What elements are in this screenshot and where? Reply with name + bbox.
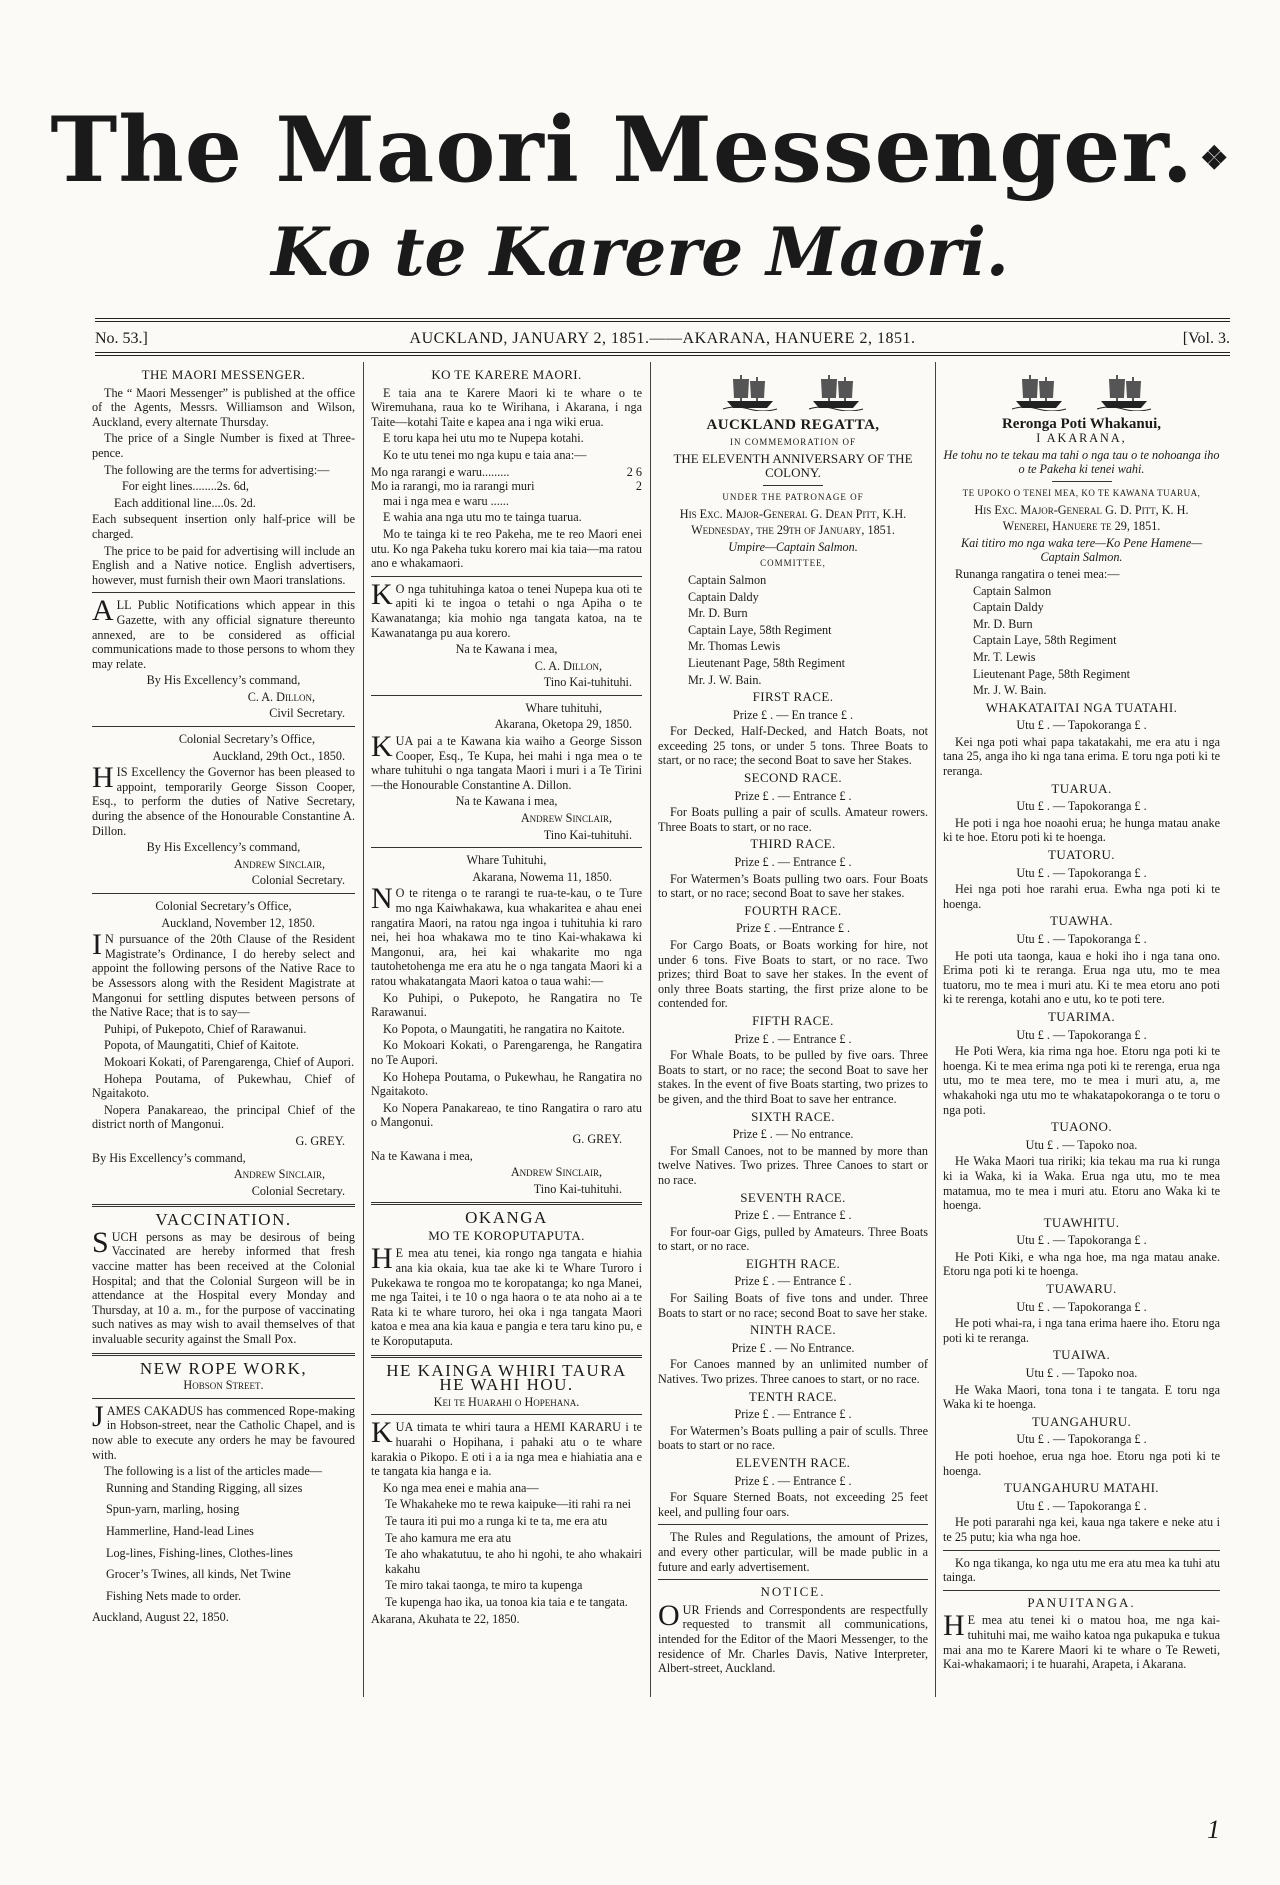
notice-text: E taia ana te Karere Maori ki te whare o te Wiremuhana, raua ko te Wirihana, i Akarana, i nga Taite—kotahi Taite e kapea ana i nga wiki erua. xyxy=(371,385,642,429)
advert-text: JAMES CAKADUS has commenced Rope-making in Hobson-street, near the Catholic Chapel, and is now able to execute any orders he may be favoured with. xyxy=(92,1399,355,1462)
race-heading: TUARUA. xyxy=(1051,780,1112,796)
page-mark: 1 xyxy=(1207,1815,1220,1844)
article-list xyxy=(371,1497,642,1609)
advert-text: The following is a list of the articles made— xyxy=(104,1464,322,1479)
race-text: For Watermen’s Boats pulling two oars. Four Boats to start, or no race; second Boat to save her stakes. xyxy=(658,871,928,901)
race-heading: TUANGAHURU. xyxy=(1031,1413,1132,1429)
committee-list xyxy=(943,584,1220,698)
race-heading: TUAWHITU. xyxy=(1043,1214,1120,1230)
notice-text: The following are the terms for advertising:— xyxy=(104,462,330,477)
notice-text: Each subsequent insertion only half-price will be charged. xyxy=(92,512,355,541)
signature-line: Na te Kawana i mea, xyxy=(371,1148,473,1163)
advert-text: Ko nga mea enei e mahia ana— xyxy=(383,1480,539,1495)
race-heading: TUANGAHURU MATAHI. xyxy=(1004,1480,1159,1496)
regatta-heading: AUCKLAND REGATTA, xyxy=(706,416,880,433)
masthead xyxy=(0,97,1280,291)
signature-name: Andrew Sinclair, xyxy=(233,1167,325,1182)
rate-line: Mo ia rarangi, mo ia rarangi muri 2 xyxy=(371,479,642,494)
race-text: He Waka Maori tua ririki; kia tekau ma rua ki runga ki ia Waka, ki ia Waka. Erua nga utu, mo te mea matamua, mo te mea i muri atu. Etoru ano Waka ki te hoenga. xyxy=(943,1154,1220,1213)
signature-line: Na te Kawana i mea, xyxy=(455,794,558,809)
ship-illustrations xyxy=(658,371,928,415)
notice-text: E wahia ana nga utu mo te tainga tuarua. xyxy=(383,510,582,525)
ship-icon xyxy=(1010,371,1068,415)
notice-text: E toru kapa hei utu mo te Nupepa kotahi. xyxy=(383,431,584,446)
volume-number: [Vol. 3. xyxy=(1182,330,1230,347)
divider xyxy=(371,1202,642,1205)
assessor-item: Ko Popota, o Maungatiti, he rangatira no Kaitote. xyxy=(383,1021,625,1036)
regatta-line: UNDER THE PATRONAGE OF xyxy=(722,491,864,502)
article-list xyxy=(92,1481,355,1604)
race-heading: NINTH RACE. xyxy=(749,1322,836,1338)
race-text: For Cargo Boats, or Boats working for hire, not under 6 tons. Five Boats to start, or no race. Two prizes; third Boat to save her stakes. In the event of only three Boats starting, the first prize alone to be contended for. xyxy=(658,938,928,1011)
signature-role: Civil Secretary. xyxy=(269,706,345,721)
race-heading: FIFTH RACE. xyxy=(752,1012,834,1028)
divider xyxy=(92,1204,355,1207)
list-item: Captain Salmon xyxy=(973,583,1052,598)
column-rule xyxy=(363,362,364,1697)
signature-role: Tino Kai-tuhituhi. xyxy=(543,827,632,842)
notice-heading: THE MAORI MESSENGER. xyxy=(141,367,306,382)
race-prize: Utu £ . — Tapokoranga £ . xyxy=(1016,1027,1147,1042)
divider xyxy=(92,893,355,894)
ship-icon xyxy=(807,371,865,415)
divider xyxy=(92,1398,355,1399)
race-heading: TUAWHA. xyxy=(1050,913,1113,929)
notice-text: ALL Public Notifications which appear in this Gazette, with any official signature thereunto annexed, are to be considered as official communications made to those persons to whom they may relate. xyxy=(92,594,355,671)
race-prize: Utu £ . — Tapokoranga £ . xyxy=(1016,1233,1147,1248)
notice-text: The “ Maori Messenger” is published at the office of the Agents, Messrs. Williamson and Wilson, Auckland, every alternate Thursday. xyxy=(92,385,355,429)
list-item: Fishing Nets made to order. xyxy=(106,1588,242,1603)
race-text: He Poti Wera, kia rima nga hoe. Etoru nga poti ki te hoenga. Ki te mea erima nga poti ki te rerenga, erua nga utu, mo te mea tere, mo te mea i muri atu, a, me whakahoki nga utu mo te whakatapokoranga o te toru o nga poti. xyxy=(943,1044,1220,1117)
signature-line: By His Excellency’s command, xyxy=(92,1150,246,1165)
race-heading: SIXTH RACE. xyxy=(751,1108,835,1124)
section-heading: VACCINATION. xyxy=(155,1210,292,1230)
divider xyxy=(92,1353,355,1356)
office-line: Colonial Secretary’s Office, xyxy=(155,899,292,913)
assessor-item: Ko Mokoari Kokati, o Parengarenga, he Rangatira no Te Aupori. xyxy=(371,1038,642,1067)
race-prize: Prize £ . — En trance £ . xyxy=(732,707,854,722)
issue-date: AUCKLAND, JANUARY 2, 1851.——AKARANA, HANUERE 2, 1851. xyxy=(409,330,916,347)
race-prize: Prize £ . —Entrance £ . xyxy=(735,921,851,936)
race-prize: Prize £ . — No entrance. xyxy=(732,1127,854,1142)
masthead-rule-top xyxy=(95,318,1230,322)
race-heading: TUATORU. xyxy=(1048,847,1115,863)
notice-text: OUR Friends and Correspondents are respectfully requested to transmit all communications, intended for the Editor of the Maori Messenger, to the residence of Mr. Charles Davis, Native Interpreter, Albert-street, Auckland. xyxy=(658,1598,928,1676)
race-text: For Watermen’s Boats pulling a pair of sculls. Three boats to start or no race. xyxy=(658,1423,928,1453)
notice-heading: KO TE KARERE MAORI. xyxy=(431,367,582,382)
advert-date: Auckland, August 22, 1850. xyxy=(92,1610,229,1625)
rate-line: Mo nga rarangi e waru......... 2 6 xyxy=(371,464,642,479)
signature-line: By His Excellency’s command, xyxy=(146,840,301,855)
race-prize: Prize £ . — Entrance £ . xyxy=(734,1031,852,1046)
assessor-item: Popota, of Maungatiti, Chief of Kaitote. xyxy=(104,1038,299,1053)
notice-text: IN pursuance of the 20th Clause of the Resident Magistrate’s Ordinance, I do hereby select and appoint the following persons of the Native Race to be Assessors along with the Resident Magistrate at Mangonui for settling disputes between persons of the Native Race; that is to say— xyxy=(92,928,355,1020)
divider xyxy=(371,695,642,696)
signature-line: By His Excellency’s command, xyxy=(146,673,301,688)
signature-role: Tino Kai-tuhituhi. xyxy=(543,675,632,690)
regatta-heading: Reronga Poti Whakanui, xyxy=(1001,415,1162,432)
assessor-item: Ko Puhipi, o Pukepoto, he Rangatira no Te Rarawanui. xyxy=(371,990,642,1020)
race-heading: EIGHTH RACE. xyxy=(745,1255,841,1271)
list-item: Running and Standing Rigging, all sizes xyxy=(106,1480,303,1495)
assessor-item: Puhipi, of Pukepoto, Chief of Rarawanui. xyxy=(104,1021,307,1036)
masthead-title: The Maori Messenger. ❖ xyxy=(50,97,1230,203)
rate-line: Each additional line....0s. 2d. xyxy=(114,495,256,510)
signature-name: Andrew Sinclair, xyxy=(520,811,612,826)
race-prize: Utu £ . — Tapokoranga £ . xyxy=(1016,718,1147,733)
column-rule xyxy=(650,362,651,1697)
regatta-patron: His Exc. Major-General G. Dean Pitt, K.H. xyxy=(679,506,907,521)
section-subheading: MO TE KOROPUTAPUTA. xyxy=(428,1227,585,1243)
ship-icon xyxy=(721,371,779,415)
section-subheading: Kei te Huarahi o Hopehana. xyxy=(433,1394,580,1409)
assessor-item: Ko Nopera Panakareao, te tino Rangatira o raro atu o Mangonui. xyxy=(371,1100,642,1130)
regatta-place: I AKARANA, xyxy=(1036,431,1127,446)
list-item: Lieutenant Page, 58th Regiment xyxy=(688,655,846,670)
section-subheading: Hobson Street. xyxy=(183,1378,264,1393)
section-heading: HE KAINGA WHIRI TAURA HE WAHI HOU. xyxy=(386,1360,627,1395)
list-item: Captain Laye, 58th Regiment xyxy=(688,622,832,637)
divider xyxy=(658,1524,928,1525)
list-item: Mr. J. W. Bain. xyxy=(973,683,1047,698)
divider xyxy=(763,485,823,486)
race-heading: WHAKATAITAI NGA TUATAHI. xyxy=(985,699,1178,715)
race-heading: TUAONO. xyxy=(1051,1119,1112,1135)
column-3 xyxy=(658,365,928,1678)
office-line: Colonial Secretary’s Office, xyxy=(178,732,315,747)
race-text: For Canoes manned by an unlimited number of Natives. Two prizes. Three canoes to start, or no race. xyxy=(658,1357,928,1387)
race-prize: Prize £ . — Entrance £ . xyxy=(734,855,852,870)
signature-name: G. GREY. xyxy=(572,1131,622,1146)
race-heading: ELEVENTH RACE. xyxy=(735,1455,851,1470)
race-prize: Utu £ . — Tapokoranga £ . xyxy=(1016,1299,1147,1314)
committee-list xyxy=(658,573,928,687)
office-line: Whare Tuhituhi, xyxy=(466,853,547,868)
race-prize: Prize £ . — No Entrance. xyxy=(731,1340,855,1355)
race-text: For Boats pulling a pair of sculls. Amateur rowers. Three Boats to start, or no race. xyxy=(658,805,928,834)
assessor-item: Ko Hohepa Poutama, o Pukewhau, he Rangatira no Ngaitakoto. xyxy=(371,1069,642,1099)
regatta-date: Wenerei, Hanuere te 29, 1851. xyxy=(1002,519,1161,534)
race-text: For Whale Boats, to be pulled by five oars. Three Boats to start, or no race; the second Boat to save her stakes. In the event of five Boats starting, two prizes to be given, and the third Boat to save her entrance. xyxy=(658,1048,928,1106)
list-item: Lieutenant Page, 58th Regiment xyxy=(973,666,1131,681)
divider xyxy=(943,1590,1220,1591)
race-text: He Poti Kiki, e wha nga hoe, ma nga matau anake. Etoru nga poti ki te hoenga. xyxy=(943,1249,1220,1279)
list-item: Hammerline, Hand-lead Lines xyxy=(106,1523,254,1538)
column-1 xyxy=(92,365,355,1627)
race-text: Hei nga poti hoe rarahi erua. Ewha nga poti ki te hoenga. xyxy=(943,882,1220,911)
list-item: Te aho whakatutuu, te aho hi ngohi, te aho whakairi kakahu xyxy=(385,1547,642,1576)
list-item: Mr. T. Lewis xyxy=(973,649,1036,664)
signature-name: C. A. Dillon, xyxy=(247,689,315,704)
notice-text: Ko te utu tenei mo nga kupu e taia ana:— xyxy=(383,447,587,462)
regatta-line: TE UPOKO O TENEI MEA, KO TE KAWANA TUARUA, xyxy=(962,487,1201,498)
diamond-ornament-icon: ❖ xyxy=(1199,138,1230,177)
divider xyxy=(92,592,355,593)
race-prize: Utu £ . — Tapokoranga £ . xyxy=(1016,1432,1147,1447)
race-heading: FOURTH RACE. xyxy=(744,902,842,918)
regatta-patron: His Exc. Major-General G. D. Pitt, K. H. xyxy=(974,502,1189,517)
notice-text: HE mea atu tenei ki o matou hoa, me nga kai-tuhituhi mai, me waiho katoa nga pukapuka e tukua mai ana mo te Karere Maori ki te whare o Te Reweti, Kai-whakamaori; i te huarahi, Arapeta, i Akarana. xyxy=(943,1609,1220,1672)
assessor-item: Hohepa Poutama, of Pukewhau, Chief of Ngaitakoto. xyxy=(92,1071,355,1101)
race-heading: SEVENTH RACE. xyxy=(740,1189,846,1205)
ship-illustrations xyxy=(943,371,1220,415)
signature-line: Na te Kawana i mea, xyxy=(455,642,558,657)
race-text: Kei nga poti whai papa takatakahi, me era atu i nga tana 25, anga iho ki nga tana erima. E toru nga poti ki te reranga. xyxy=(943,734,1220,779)
list-item: Captain Daldy xyxy=(973,600,1044,615)
race-heading: SECOND RACE. xyxy=(744,770,842,786)
signature-role: Colonial Secretary. xyxy=(251,1183,345,1198)
race-text: He poti uta taonga, kaua e hoki iho i nga tana ono. Erima poti ki te reranga. Erua nga utu, mo te mea tuatoru, mo te mea i muri atu. Ki te mea etoru ano poti ki te rerenga, kotahi ano e utu, ko te poti tere. xyxy=(943,948,1220,1007)
notice-text: KUA pai a te Kawana kia waiho a George Sisson Cooper, Esq., Te Kupa, hei mahi i nga mea o te whare tuhituhi o nga tangata Maori i muri i a Te Tirini—the Honourable Constantine A. Dillon. xyxy=(371,730,642,792)
masthead-rule-bottom xyxy=(95,352,1230,356)
issue-number: No. 53.] xyxy=(95,330,148,347)
notice-text: SUCH persons as may be desirous of being Vaccinated are hereby informed that fresh vaccine matter has been received at the Colonial Hospital; and that the Colonial Surgeon will be in attendance at the Hospital every Monday and Thursday, at 10 a. m., for the purpose of vaccinating such natives as may wish to avail themselves of that invaluable security against the Small Pox. xyxy=(92,1225,355,1347)
race-text: He poti whai-ra, i nga tana erima haere iho. Etoru nga poti ki te reranga. xyxy=(943,1316,1220,1345)
race-heading: TENTH RACE. xyxy=(748,1388,838,1404)
notice-text: HE mea atu tenei, kia rongo nga tangata e hiahia ana kia okaia, kua tae ake ki te Whare Turoro i Pukekawa te rongoa mo te koropatanga; ko nga Manei, me nga Taitei, i te 10 o nga haora o te ata noho ai a te Rata ki te whare turoro, hei oka i nga tangata Maori katoa e mea ana kia kaua e pangia e tera taru kino pu, e te Koroputaputa. xyxy=(371,1242,642,1349)
signature-name: Andrew Sinclair, xyxy=(510,1165,602,1180)
signature-role: Tino Kai-tuhituhi. xyxy=(533,1181,622,1196)
list-item: Te miro takai taonga, te miro ta kupenga xyxy=(385,1578,583,1593)
regatta-rules: The Rules and Regulations, the amount of Prizes, and every other particular, will be made public in a future and early advertisement. xyxy=(658,1530,928,1574)
rate-line: For eight lines........2s. 6d, xyxy=(122,479,249,494)
list-item: Mr. Thomas Lewis xyxy=(688,639,781,654)
race-text: For Sailing Boats of five tons and under. Three Boats to start or no race; second Boat to save her stake. xyxy=(658,1291,928,1320)
assessor-item: Nopera Panakareao, the principal Chief of the district north of Mangonui. xyxy=(92,1102,355,1132)
race-heading: TUAWARU. xyxy=(1046,1281,1117,1297)
advert-text: KUA timata te whiri taura a HEMI KARARU i te huarahi o Hopihana, i pahaki atu o te whare karakia o Pikopo. E oti i a ia nga mea e hiahiatia ana e te tangata kia hanga e ia. xyxy=(371,1416,642,1479)
notice-heading: PANUITANGA. xyxy=(1027,1594,1136,1610)
notice-text: HIS Excellency the Governor has been pleased to appoint, temporarily George Sisson Cooper, Esq., to perform the duties of Native Secretary, during the absence of the Honourable Constantine A. Dillon. xyxy=(92,761,355,838)
divider xyxy=(371,847,642,848)
regatta-line: Runanga rangatira o tenei mea:— xyxy=(955,566,1120,581)
divider xyxy=(943,1550,1220,1551)
signature-name: Andrew Sinclair, xyxy=(233,856,325,871)
column-2 xyxy=(371,365,642,1628)
notice-text: Mo te tainga ki te reo Pakeha, me te reo Maori enei utu. Ko nga Pakeha tuku korero mai kia taia—ma ratou ano e whakamaori. xyxy=(371,526,642,571)
office-date: Akarana, Nowema 11, 1850. xyxy=(472,869,612,884)
race-heading: THIRD RACE. xyxy=(750,836,836,852)
divider xyxy=(371,1414,642,1415)
list-item: Captain Daldy xyxy=(688,589,759,604)
list-item: Te taura iti pui mo a runga ki te ta, me era atu xyxy=(385,1513,608,1528)
list-item: Captain Salmon xyxy=(688,572,767,587)
race-prize: Utu £ . — Tapokoranga £ . xyxy=(1016,799,1147,814)
regatta-rules: Ko nga tikanga, ko nga utu me era atu mea ka tuhi atu tainga. xyxy=(943,1555,1220,1585)
list-item: Te Whakaheke mo te rewa kaipuke—iti rahi ra nei xyxy=(385,1497,631,1512)
list-item: Mr. J. W. Bain. xyxy=(688,672,762,687)
signature-name: C. A. Dillon, xyxy=(534,658,602,673)
office-date: Akarana, Oketopa 29, 1850. xyxy=(494,717,632,732)
race-heading: FIRST RACE. xyxy=(752,689,834,705)
regatta-subheading: THE ELEVENTH ANNIVERSARY OF THE COLONY. xyxy=(673,450,913,481)
race-text: He poti pararahi nga kei, kaua nga takere e neke atu i te 25 putu; kia wha nga hoe. xyxy=(943,1515,1220,1544)
office-line: Whare tuhituhi, xyxy=(525,700,602,715)
notice-text: The price to be paid for advertising will include an English and a Native notice. English advertisers, however, must furnish their own Maori translations. xyxy=(92,543,355,587)
divider xyxy=(92,726,355,727)
regatta-umpire: Umpire—Captain Salmon. xyxy=(728,539,858,554)
race-prize: Prize £ . — Entrance £ . xyxy=(734,788,852,803)
signature-role: Colonial Secretary. xyxy=(251,873,345,888)
regatta-subheading: He tohu no te tekau ma tahi o nga tau o te nohoanga iho o te Pakeha ki tenei wahi. xyxy=(943,447,1220,477)
divider xyxy=(658,1579,928,1580)
race-prize: Utu £ . — Tapokoranga £ . xyxy=(1016,1498,1147,1513)
regatta-line: COMMITTEE, xyxy=(760,558,826,569)
regatta-line: IN COMMEMORATION OF xyxy=(729,437,856,448)
divider xyxy=(1052,481,1112,482)
list-item: Te aho kamura me era atu xyxy=(385,1530,512,1545)
list-item: Grocer’s Twines, all kinds, Net Twine xyxy=(106,1567,291,1582)
race-text: For Square Sterned Boats, not exceeding 25 feet keel, and pulling four oars. xyxy=(658,1490,928,1519)
office-date: Auckland, November 12, 1850. xyxy=(161,915,315,930)
advert-date: Akarana, Akuhata te 22, 1850. xyxy=(371,1611,520,1626)
race-text: For Decked, Half-Decked, and Hatch Boats, not exceeding 25 tons, or under 5 tons. Three Boats to start, or no race; the second Boat to save her Stakes. xyxy=(658,724,928,768)
notice-text: NO te ritenga o te rarangi te rua-te-kau, o te Ture mo nga Kaiwhakawa, kua whakaritea e ahau enei rangatira Maori, na ratou nga ingoa i tuhituhia ki raro nei, hei hoa whakawa mo te tino Kai-whakawa ki Mangonui, ara, hei kai whakarite mo nga tautohetohenga me era atu he o nga tangata Maori ki a ratou whakatangata Maori katoa o taua wahi:— xyxy=(371,882,642,988)
race-prize: Prize £ . — Entrance £ . xyxy=(734,1473,852,1488)
race-heading: TUAIWA. xyxy=(1052,1347,1111,1363)
race-heading: TUARIMA. xyxy=(1047,1008,1116,1024)
divider xyxy=(371,1355,642,1358)
race-text: For four-oar Gigs, pulled by Amateurs. Three Boats to start, or no race. xyxy=(658,1224,928,1254)
regatta-date: Wednesday, the 29th of January, 1851. xyxy=(691,523,895,538)
regatta-umpire: Kai titiro mo nga waka tere—Ko Pene Hamene—Captain Salmon. xyxy=(960,535,1203,565)
race-prize: Utu £ . — Tapokoranga £ . xyxy=(1016,932,1147,946)
rate-line: mai i nga mea e waru ...... xyxy=(383,493,509,508)
race-prize: Prize £ . — Entrance £ . xyxy=(734,1407,852,1422)
list-item: Captain Laye, 58th Regiment xyxy=(973,633,1117,648)
section-heading: NEW ROPE WORK, xyxy=(139,1358,308,1378)
office-date: Auckland, 29th Oct., 1850. xyxy=(212,748,345,763)
column-4 xyxy=(943,365,1220,1674)
race-prize: Utu £ . — Tapokoranga £ . xyxy=(1016,865,1147,880)
race-prize: Prize £ . — Entrance £ . xyxy=(734,1208,852,1223)
race-prize: Utu £ . — Tapoko noa. xyxy=(1025,1366,1138,1381)
race-text: He Waka Maori, tona tona i te tangata. E toru nga Waka ki te hoenga. xyxy=(943,1382,1220,1412)
race-text: He poti i nga hoe noaohi erua; he hunga matau anake ki te hoe. Etoru poti ki te hoenga. xyxy=(943,815,1220,845)
masthead-subtitle: Ko te Karere Maori. xyxy=(271,213,1009,291)
list-item: Mr. D. Burn xyxy=(973,616,1033,631)
race-prize: Utu £ . — Tapoko noa. xyxy=(1025,1137,1138,1152)
column-rule xyxy=(935,362,936,1697)
race-text: For Small Canoes, not to be manned by more than twelve Natives. Two prizes. Three Canoes to start or no race. xyxy=(658,1143,928,1187)
notice-text: KO nga tuhituhinga katoa o tenei Nupepa kua oti te apiti ki te ingoa o tetahi o nga Apiha o te Kawanatanga; kia mohio nga tangata katoa, na te Kawanatanga pu aua korero. xyxy=(371,577,642,640)
race-text: He poti hoehoe, erua nga hoe. Etoru nga poti ki te hoenga. xyxy=(943,1449,1220,1478)
assessor-item: Mokoari Kokati, of Parengarenga, Chief of Aupori. xyxy=(104,1054,355,1069)
list-item: Te kupenga hao ika, ua tonoa kia taia e te tangata. xyxy=(385,1594,628,1609)
list-item: Mr. D. Burn xyxy=(688,606,748,621)
ship-icon xyxy=(1095,371,1153,415)
notice-heading: NOTICE. xyxy=(760,1584,826,1600)
notice-text: The price of a Single Number is fixed at Three-pence. xyxy=(92,431,355,460)
race-prize: Prize £ . — Entrance £ . xyxy=(734,1274,852,1289)
signature-name: G. GREY. xyxy=(295,1133,345,1148)
list-item: Spun-yarn, marling, hosing xyxy=(106,1502,240,1517)
divider xyxy=(371,576,642,577)
section-heading: OKANGA xyxy=(465,1208,548,1228)
list-item: Log-lines, Fishing-lines, Clothes-lines xyxy=(106,1545,293,1560)
